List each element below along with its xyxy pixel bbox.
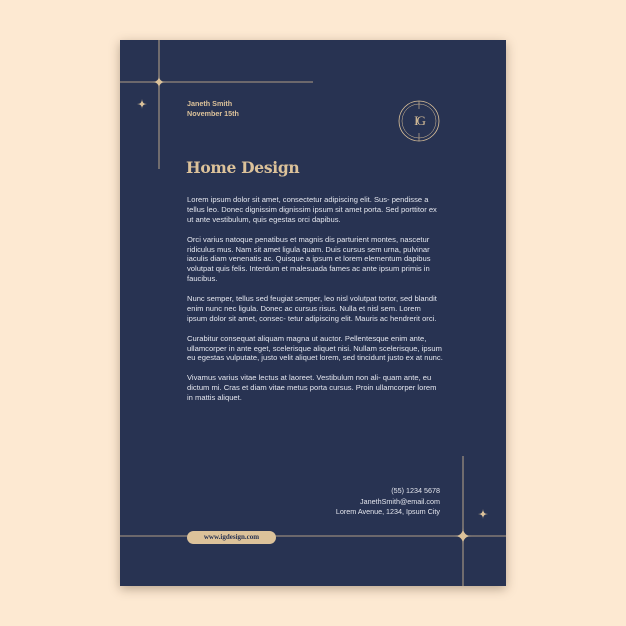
website-link[interactable]: www.igdesign.com <box>187 531 276 544</box>
contact-email: JanethSmith@email.com <box>360 496 440 506</box>
sparkle-icon <box>152 75 166 89</box>
contact-phone: (55) 1234 5678 <box>391 486 440 495</box>
body-paragraph: Lorem ipsum dolor sit amet, consectetur adipiscing elit. Sus- pendisse a tellus leo. Donec dignissim dignissim ipsum sit amet porta. Sed porttitor ex ut ante vestibulum, quis egestas orci dapibus. <box>187 195 437 224</box>
monogram-logo <box>398 100 440 142</box>
sparkle-icon <box>454 527 472 545</box>
sender-block <box>187 99 239 119</box>
letter-date: November 15th <box>187 109 239 118</box>
monogram-letters: IG <box>414 113 424 128</box>
contact-block <box>336 486 440 518</box>
contact-address: Lorem Avenue, 1234, Ipsum City <box>335 507 440 516</box>
body-paragraph: Curabitur consequat aliquam magna ut auctor. Pellentesque enim ante, ullamcorper in ante eget, scelerisque aliquet nisi. Nullam scelerisque, ipsum eu egestas vulputate, justo velit aliquet lorem, sed tincidunt justo ex at nunc. <box>187 333 443 363</box>
sender-name: Janeth Smith <box>187 99 233 108</box>
letterhead-page <box>120 40 506 586</box>
sparkle-icon <box>478 509 488 519</box>
document-title: Home Design <box>186 158 300 177</box>
body-paragraph: Vivamus varius vitae lectus at laoreet. Vestibulum non ali- quam ante, eu dictum mi. Cras et diam vitae metus porta cursus. Proin ullamcorper lorem in mattis aliquet. <box>187 373 437 403</box>
body-paragraph: Orci varius natoque penatibus et magnis dis parturient montes, nascetur ridiculus mus. Nam sit amet ligula quam. Duis cursus sem urna, pulvinar iaculis diam venenatis ac. Quisque a ipsum et lorem elementum dapibus volutpat quis felis. Interdum et malesuada fames ac ante ipsum primis in faucibus. <box>187 234 431 284</box>
body-paragraph: Nunc semper, tellus sed feugiat semper, leo nisl volutpat tortor, sed blandit enim nunc nec ligula. Donec ac cursus risus. Nulla et nisl sem. Lorem ipsum dolor sit amet, consec- tetur adipiscing elit. Mauris ac hendrerit orci. <box>187 294 437 323</box>
sparkle-icon <box>137 99 147 109</box>
letter-body <box>187 195 443 413</box>
